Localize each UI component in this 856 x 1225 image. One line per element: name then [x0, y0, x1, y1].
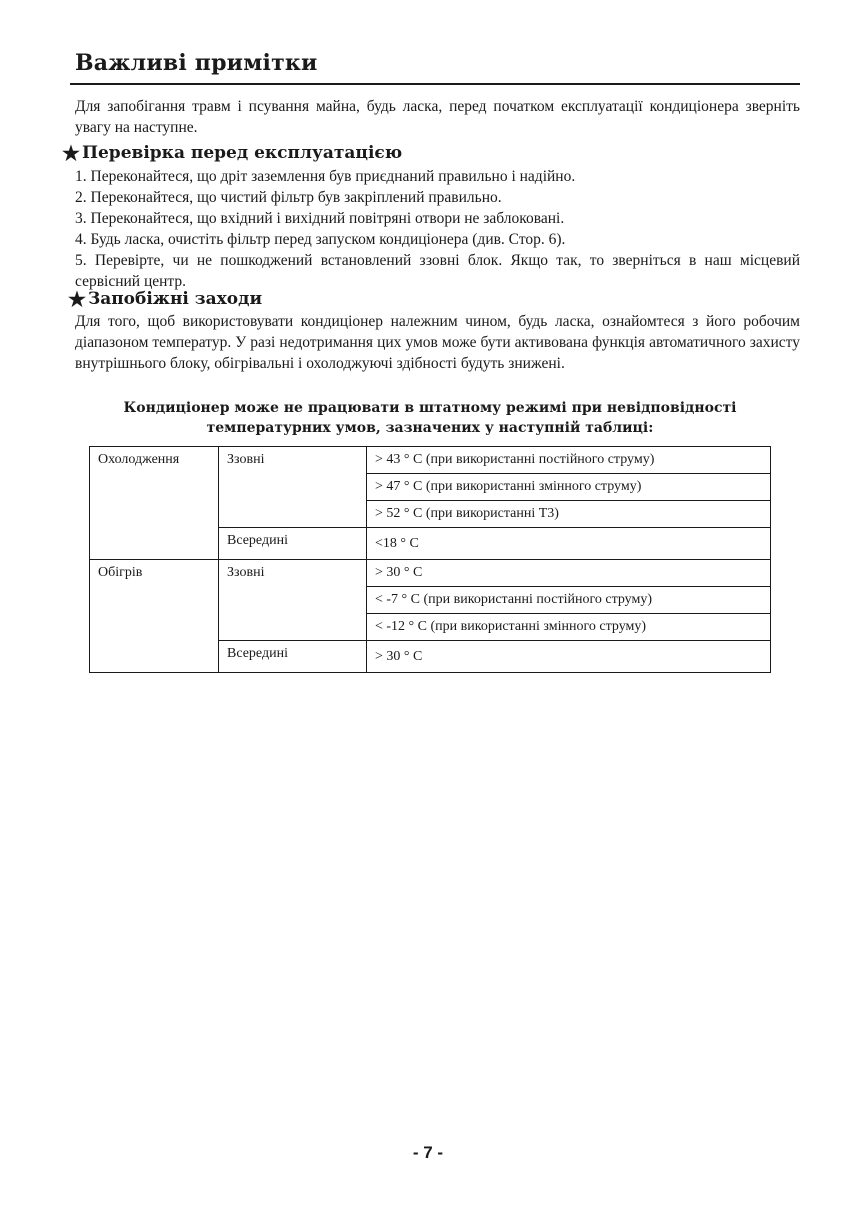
- limit-cell: < -12 ° C (при використанні змінного струму): [367, 614, 771, 641]
- title-divider: [70, 83, 800, 85]
- temperature-limits-table: [89, 446, 771, 673]
- list-item: 4. Будь ласка, очистіть фільтр перед запуском кондиціонера (див. Стор. 6).: [75, 231, 566, 248]
- limit-cell: > 52 ° C (при використанні T3): [367, 501, 771, 528]
- page-title: Важливі примітки: [75, 50, 318, 76]
- limit-cell: > 30 ° C: [367, 641, 771, 673]
- section-heading-pre-operation-check: [62, 143, 402, 163]
- star-icon: ★: [62, 141, 80, 165]
- location-cell: Ззовні: [219, 560, 367, 641]
- page-number: - 7 -: [412, 1143, 444, 1162]
- limit-cell: <18 ° C: [367, 528, 771, 560]
- table-row: [90, 447, 771, 474]
- mode-cell: Охолодження: [90, 447, 219, 560]
- section-heading-text: Запобіжні заходи: [87, 289, 263, 309]
- intro-paragraph: Для запобігання травм і псування майна, будь ласка, перед початком експлуатації кондиціонера зверніть увагу на наступне.: [75, 98, 800, 136]
- star-icon: ★: [68, 287, 86, 311]
- location-cell: Всередині: [219, 641, 367, 673]
- caption-line: Кондиціонер може не працювати в штатному режимі при невідповідності: [123, 400, 737, 416]
- caption-line: температурних умов, зазначених у наступній таблиці:: [206, 420, 654, 436]
- table-caption: [100, 398, 760, 438]
- list-item: 3. Переконайтеся, що вхідний і вихідний повітряні отвори не заблоковані.: [75, 210, 565, 227]
- limit-cell: < -7 ° C (при використанні постійного струму): [367, 587, 771, 614]
- limit-cell: > 30 ° C: [367, 560, 771, 587]
- limit-cell: > 43 ° C (при використанні постійного струму): [367, 447, 771, 474]
- precautions-paragraph: Для того, щоб використовувати кондиціонер належним чином, будь ласка, ознайомтеся з його робочим діапазоном температур. У разі недотримання цих умов може бути активована функція автоматичного захисту внутрішнього блоку, обігрівальні і охолоджуючі здібності будуть знижені.: [75, 313, 800, 372]
- list-item: 2. Переконайтеся, що чистий фільтр був закріплений правильно.: [75, 189, 502, 206]
- section-heading-precautions: [68, 289, 262, 309]
- list-item: 1. Переконайтеся, що дріт заземлення був приєднаний правильно і надійно.: [75, 168, 576, 185]
- check-list: [75, 166, 800, 292]
- location-cell: Ззовні: [219, 447, 367, 528]
- mode-cell: Обігрів: [90, 560, 219, 673]
- list-item: 5. Перевірте, чи не пошкоджений встановлений ззовні блок. Якщо так, то зверніться в наш місцевий сервісний центр.: [75, 252, 800, 290]
- section-heading-text: Перевірка перед експлуатацією: [81, 143, 403, 163]
- location-cell: Всередині: [219, 528, 367, 560]
- limit-cell: > 47 ° C (при використанні змінного струму): [367, 474, 771, 501]
- table-row: [90, 560, 771, 587]
